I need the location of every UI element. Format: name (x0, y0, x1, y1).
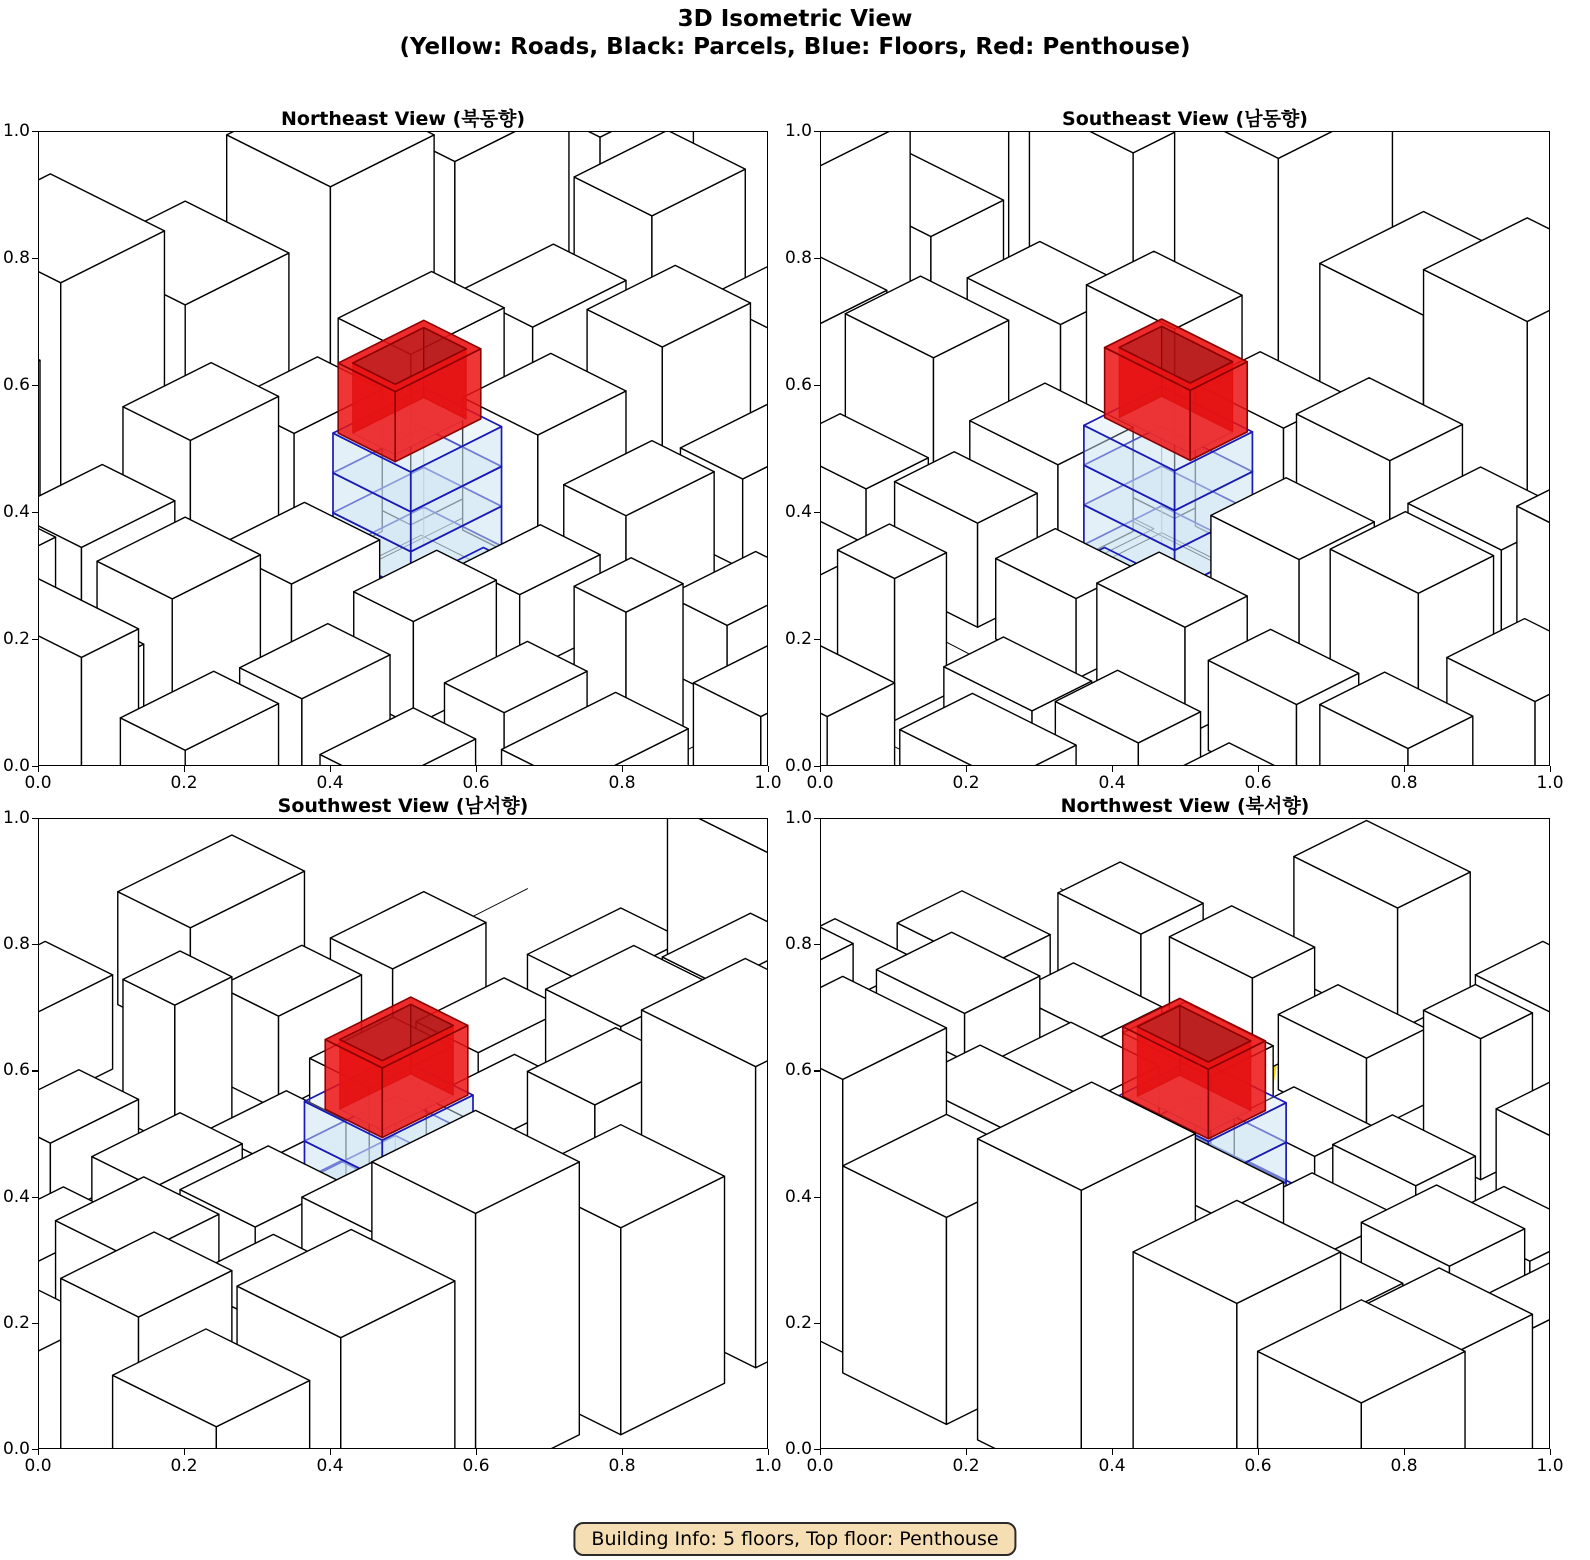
x-tick-label: 0.0 (24, 773, 52, 793)
y-tick-mark (32, 1323, 38, 1324)
plot-title-northeast: Northeast View (북동향) (280, 108, 525, 130)
x-tick-mark (966, 1449, 967, 1455)
y-tick-label: 0.2 (2, 629, 30, 649)
x-tick-mark (330, 1449, 331, 1455)
y-tick-label: 0.4 (2, 1186, 30, 1207)
y-tick-label: 0.2 (784, 629, 812, 649)
y-tick-mark (32, 385, 38, 386)
y-tick-mark (814, 766, 820, 767)
plot-northeast (38, 131, 768, 766)
x-tick-label: 0.8 (608, 1456, 636, 1476)
y-tick-label: 0.4 (784, 502, 812, 522)
y-tick-mark (32, 131, 38, 132)
figure-title: 3D Isometric View (677, 6, 913, 32)
x-tick-label: 0.6 (462, 1456, 490, 1476)
x-tick-mark (622, 1449, 623, 1455)
plot-title-southeast: Southeast View (남동향) (1062, 108, 1308, 130)
y-tick-mark (814, 639, 820, 640)
x-tick-label: 0.8 (1390, 1456, 1418, 1476)
y-tick-label: 1.0 (2, 808, 30, 828)
y-tick-label: 0.0 (784, 756, 812, 776)
plot-title-northwest: Northwest View (북서향) (1060, 795, 1310, 817)
scene-southeast (821, 132, 1549, 765)
x-tick-mark (1258, 1449, 1259, 1455)
x-tick-mark (1112, 1449, 1113, 1455)
y-tick-label: 0.8 (2, 248, 30, 268)
y-tick-label: 0.8 (784, 248, 812, 268)
y-tick-label: 0.2 (784, 1312, 812, 1333)
y-tick-mark (814, 1449, 820, 1450)
y-tick-label: 0.6 (2, 1060, 30, 1081)
x-tick-label: 1.0 (754, 773, 782, 793)
x-tick-label: 0.2 (952, 1456, 980, 1476)
x-tick-mark (622, 766, 623, 772)
y-tick-label: 0.6 (784, 1060, 812, 1081)
x-tick-mark (330, 766, 331, 772)
x-tick-mark (184, 766, 185, 772)
x-tick-mark (966, 766, 967, 772)
y-tick-mark (814, 258, 820, 259)
x-tick-mark (476, 766, 477, 772)
scene-northeast (39, 132, 767, 765)
y-tick-mark (814, 1323, 820, 1324)
x-tick-label: 0.4 (1098, 773, 1126, 793)
plot-southwest (38, 818, 768, 1449)
x-tick-label: 0.4 (316, 1456, 344, 1476)
y-tick-mark (814, 1070, 820, 1071)
x-tick-mark (38, 766, 39, 772)
y-tick-label: 0.2 (2, 1312, 30, 1333)
y-tick-mark (32, 639, 38, 640)
scene-southwest (39, 819, 767, 1448)
y-tick-mark (32, 1197, 38, 1198)
x-tick-mark (1550, 1449, 1551, 1455)
y-tick-label: 0.6 (784, 375, 812, 395)
x-tick-mark (1112, 766, 1113, 772)
y-tick-mark (814, 818, 820, 819)
x-tick-label: 0.2 (952, 773, 980, 793)
plot-southeast (820, 131, 1550, 766)
x-tick-label: 1.0 (754, 1456, 782, 1476)
x-tick-label: 0.0 (806, 1456, 834, 1476)
x-tick-label: 0.4 (316, 773, 344, 793)
plot-title-southwest: Southwest View (남서향) (277, 795, 529, 817)
scene-northwest (821, 819, 1549, 1448)
figure-subtitle: (Yellow: Roads, Black: Parcels, Blue: Floors, Red: Penthouse) (399, 34, 1191, 60)
x-tick-mark (820, 766, 821, 772)
x-tick-label: 0.2 (170, 1456, 198, 1476)
x-tick-mark (1404, 1449, 1405, 1455)
x-tick-label: 0.6 (1244, 773, 1272, 793)
y-tick-label: 0.8 (2, 934, 30, 955)
y-tick-mark (32, 766, 38, 767)
y-tick-mark (32, 818, 38, 819)
y-tick-mark (32, 1449, 38, 1450)
building-info-badge: Building Info: 5 floors, Top floor: Penthouse (573, 1522, 1016, 1556)
y-tick-mark (814, 1197, 820, 1198)
x-tick-label: 1.0 (1536, 1456, 1564, 1476)
y-tick-label: 0.4 (784, 1186, 812, 1207)
x-tick-label: 1.0 (1536, 773, 1564, 793)
y-tick-mark (814, 131, 820, 132)
x-tick-mark (476, 1449, 477, 1455)
y-tick-label: 0.0 (784, 1439, 812, 1459)
x-tick-label: 0.0 (806, 773, 834, 793)
y-tick-label: 0.4 (2, 502, 30, 522)
y-tick-label: 1.0 (784, 808, 812, 828)
x-tick-label: 0.8 (608, 773, 636, 793)
x-tick-label: 0.2 (170, 773, 198, 793)
y-tick-label: 0.0 (2, 1439, 30, 1459)
y-tick-mark (814, 512, 820, 513)
y-tick-label: 0.0 (2, 756, 30, 776)
y-tick-mark (32, 944, 38, 945)
x-tick-mark (1550, 766, 1551, 772)
x-tick-label: 0.6 (1244, 1456, 1272, 1476)
x-tick-label: 0.4 (1098, 1456, 1126, 1476)
x-tick-label: 0.8 (1390, 773, 1418, 793)
y-tick-mark (814, 944, 820, 945)
y-tick-mark (814, 385, 820, 386)
x-tick-mark (1258, 766, 1259, 772)
plot-northwest (820, 818, 1550, 1449)
y-tick-mark (32, 258, 38, 259)
x-tick-label: 0.0 (24, 1456, 52, 1476)
x-tick-mark (38, 1449, 39, 1455)
x-tick-mark (820, 1449, 821, 1455)
y-tick-label: 0.8 (784, 934, 812, 955)
y-tick-label: 1.0 (784, 121, 812, 141)
x-tick-mark (1404, 766, 1405, 772)
y-tick-label: 0.6 (2, 375, 30, 395)
x-tick-mark (184, 1449, 185, 1455)
y-tick-mark (32, 512, 38, 513)
y-tick-label: 1.0 (2, 121, 30, 141)
y-tick-mark (32, 1070, 38, 1071)
x-tick-label: 0.6 (462, 773, 490, 793)
